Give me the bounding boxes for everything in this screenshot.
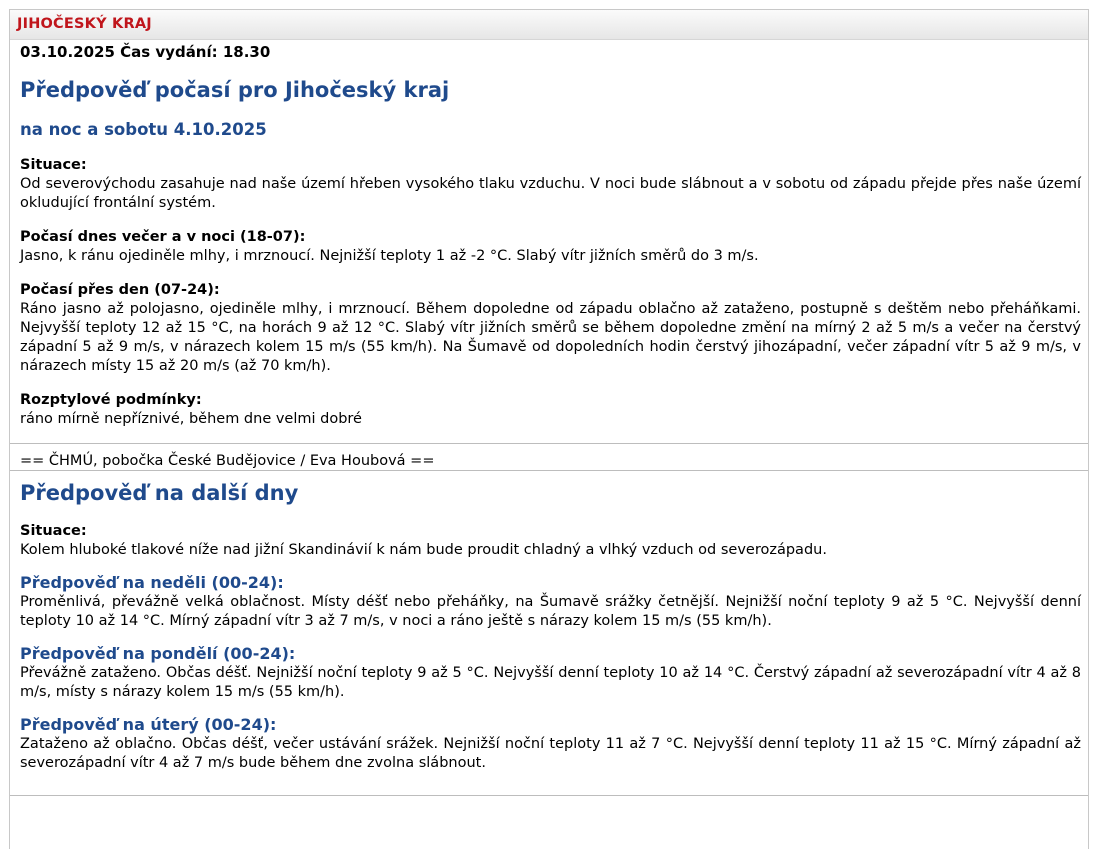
divider-end — [10, 795, 1088, 796]
monday-heading: Předpověď na pondělí (00-24): — [20, 644, 296, 663]
monday-text: Převážně zataženo. Občas déšť. Nejnižší noční teploty 9 až 5 °C. Nejvyšší denní teploty 10 až 14 °C. Čerstvý západní až severozápadní vítr 4 až 8 m/s, místy s nárazy kolem 15 m/s (55 km/h). — [20, 665, 1081, 700]
day-heading: Počasí přes den (07-24): — [20, 282, 220, 298]
outlook-situation-block — [20, 522, 1081, 560]
outlook-situation-heading: Situace: — [20, 523, 87, 539]
outlook-section — [10, 480, 1088, 773]
outlook-title: Předpověď na další dny — [20, 481, 299, 505]
dispersion-text: ráno mírně nepříznivé, během dne velmi dobré — [20, 411, 362, 427]
region-title: JIHOČESKÝ KRAJ — [17, 16, 152, 32]
sunday-heading: Předpověď na neděli (00-24): — [20, 573, 284, 592]
tuesday-text: Zataženo až oblačno. Občas déšť, večer ustávání srážek. Nejnižší noční teploty 11 až 7 °C. Nejvyšší denní teploty 11 až 15 °C. Mírný západní až severozápadní vítr 4 až 7 m/s bude během dne zvolna slábnout. — [20, 736, 1081, 771]
day-text: Ráno jasno až polojasno, ojediněle mlhy, i mrznoucí. Během dopoledne od západu oblačno až zataženo, postupně s deštěm nebo přeháňkami. Nejvyšší teploty 12 až 15 °C, na horách 9 až 12 °C. Slabý vítr jižních směrů se během dopoledne změní na mírný 2 až 5 m/s a večer na čerstvý západní 5 až 9 m/s, v nárazech kolem 15 m/s (55 km/h). Na Šumavě od dopoledních hodin čerstvý jihozápadní, večer západní vítr 5 až 9 m/s, v nárazech místy 15 až 20 m/s (až 70 km/h). — [20, 301, 1081, 374]
situation-text: Od severovýchodu zasahuje nad naše území hřeben vysokého tlaku vzduchu. V noci bude slábnout a v sobotu od západu přejde přes naše území okludující frontální systém. — [20, 176, 1081, 211]
monday-block — [20, 644, 1081, 702]
sunday-text: Proměnlivá, převážně velká oblačnost. Místy déšť nebo přeháňky, na Šumavě srážky četnější. Nejnižší noční teploty 9 až 5 °C. Nejvyšší denní teploty 10 až 14 °C. Mírný západní vítr 3 až 7 m/s, v noci a ráno ještě s nárazy kolem 15 m/s (55 km/h). — [20, 594, 1081, 629]
forecast-subtitle: na noc a sobotu 4.10.2025 — [20, 120, 267, 139]
issue-date-time: 03.10.2025 Čas vydání: 18.30 — [20, 43, 271, 61]
situation-block — [20, 156, 1081, 213]
sunday-block — [20, 573, 1081, 631]
night-block — [20, 228, 1081, 266]
outlook-situation-text: Kolem hluboké tlakové níže nad jižní Skandinávií k nám bude proudit chladný a vlhký vzduch od severozápadu. — [20, 542, 827, 558]
region-header-bar — [10, 10, 1088, 40]
forecast-section — [10, 43, 1088, 429]
night-heading: Počasí dnes večer a v noci (18-07): — [20, 229, 306, 245]
tuesday-block — [20, 715, 1081, 773]
signature-line: == ČHMÚ, pobočka České Budějovice / Eva Houbová == — [20, 453, 435, 469]
dispersion-heading: Rozptylové podmínky: — [20, 392, 202, 408]
situation-heading: Situace: — [20, 157, 87, 173]
forecast-title: Předpověď počasí pro Jihočeský kraj — [20, 78, 450, 102]
night-text: Jasno, k ránu ojediněle mlhy, i mrznoucí. Nejnižší teploty 1 až -2 °C. Slabý vítr jižních směrů do 3 m/s. — [20, 248, 759, 264]
forecast-panel — [9, 9, 1089, 849]
tuesday-heading: Předpověď na úterý (00-24): — [20, 715, 277, 734]
dispersion-block — [20, 391, 1081, 429]
day-block — [20, 281, 1081, 376]
